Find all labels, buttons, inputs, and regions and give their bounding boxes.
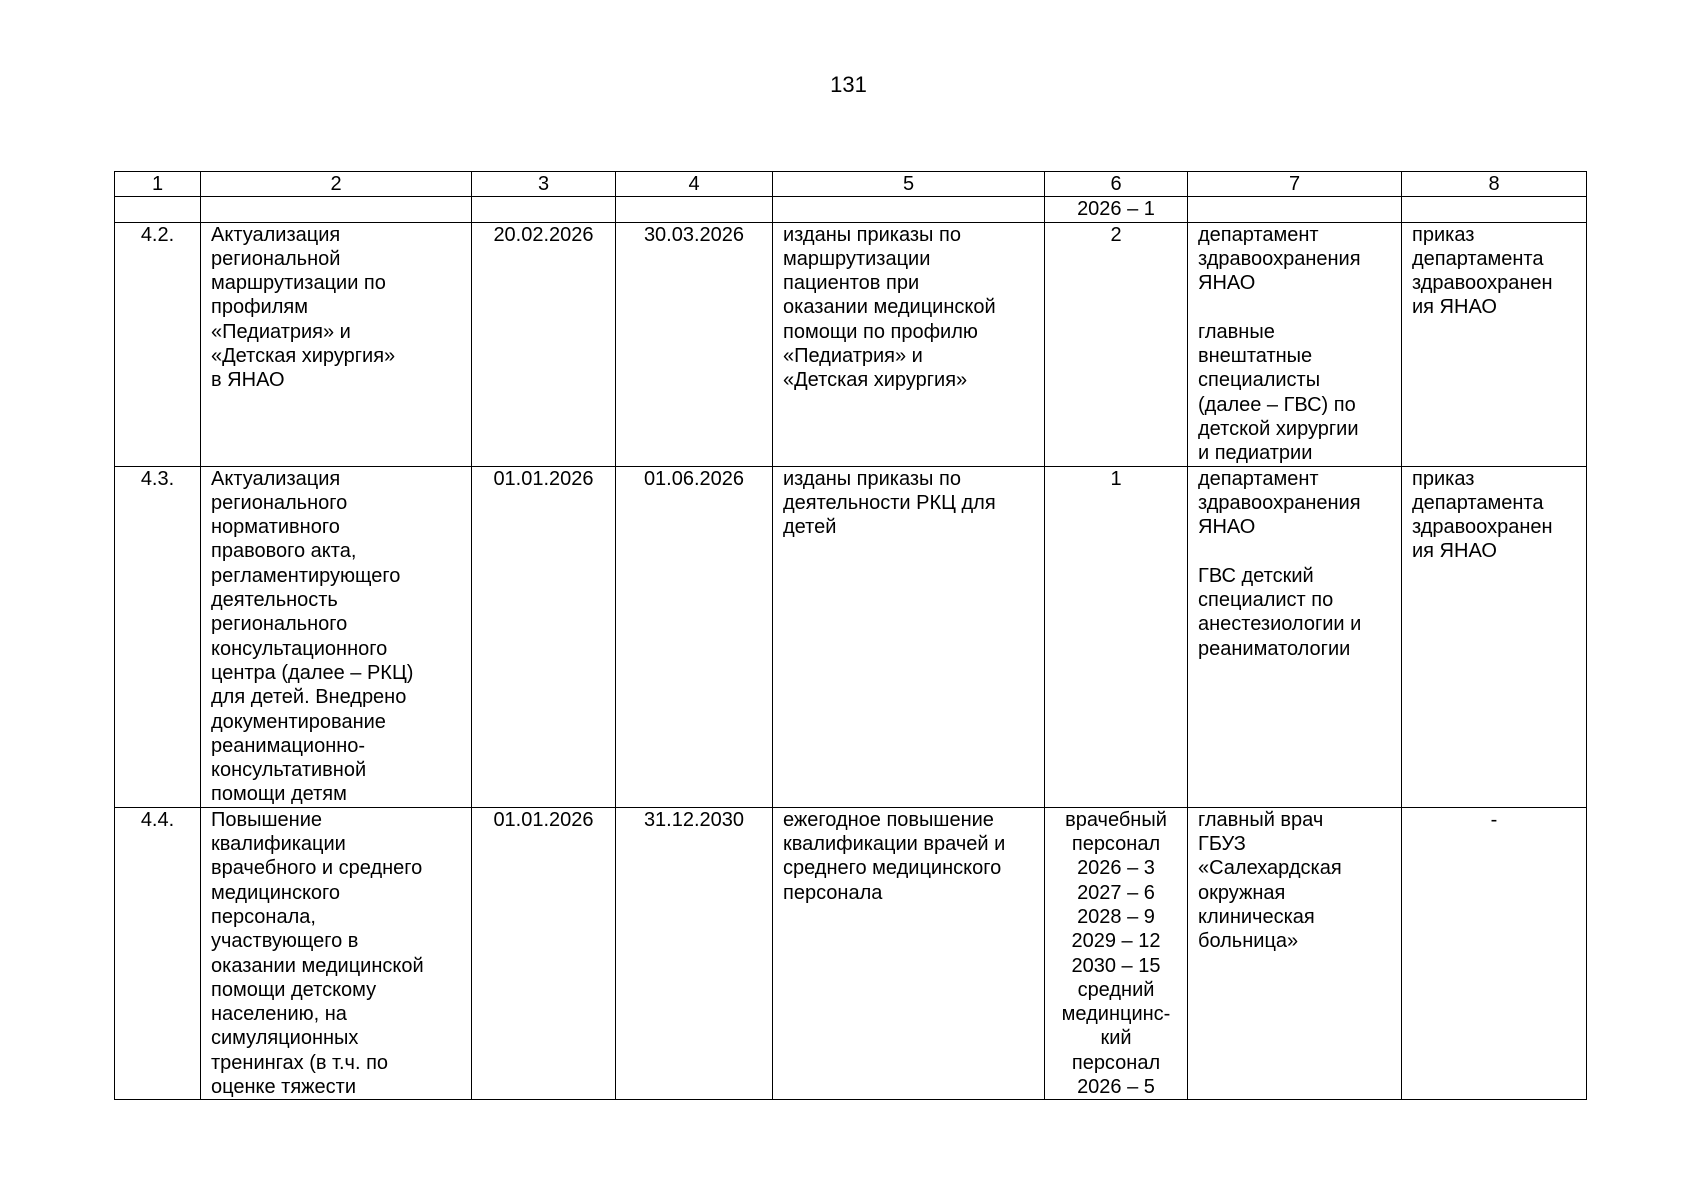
indicator-value: 2 [1045,222,1188,466]
table-row [115,222,1587,466]
confirming-document: - [1402,807,1587,1100]
measure-name: Актуализация регионального нормативного правового акта, регламентирующего деятельность регионального консультационного центра (далее – РКЦ) для детей. Внедрено документирование реанимационно- консультативной помощи детям [201,466,472,807]
table-cell [201,197,472,222]
row-number: 4.2. [115,222,201,466]
table-cell-value: 2026 – 1 [1045,197,1188,222]
table-cell [1402,197,1587,222]
table-cell [1188,197,1402,222]
column-header-7: 7 [1188,172,1402,197]
confirming-document: приказ департамента здравоохранен ия ЯНАО [1402,222,1587,466]
column-header-3: 3 [472,172,616,197]
table-cell [115,197,201,222]
start-date: 20.02.2026 [472,222,616,466]
end-date: 31.12.2030 [616,807,773,1100]
start-date: 01.01.2026 [472,466,616,807]
expected-result: ежегодное повышение квалификации врачей и среднего медицинского персонала [773,807,1045,1100]
measure-name: Актуализация региональной маршрутизации по профилям «Педиатрия» и «Детская хирургия» в ЯНАО [201,222,472,466]
column-header-5: 5 [773,172,1045,197]
responsible-executor: департамент здравоохранения ЯНАО ГВС детский специалист по анестезиологии и реаниматологии [1188,466,1402,807]
continuation-row [115,197,1587,222]
table-row [115,466,1587,807]
measures-table [114,171,1587,1100]
indicator-value: врачебный персонал 2026 – 3 2027 – 6 2028 – 9 2029 – 12 2030 – 15 средний мединцинс- кий персонал 2026 – 5 [1045,807,1188,1100]
column-header-8: 8 [1402,172,1587,197]
table-row [115,807,1587,1100]
measure-name: Повышение квалификации врачебного и среднего медицинского персонала, участвующего в оказании медицинской помощи детскому населению, на симуляционных тренингах (в т.ч. по оценке тяжести [201,807,472,1100]
responsible-executor: главный врач ГБУЗ «Салехардская окружная клиническая больница» [1188,807,1402,1100]
table-cell [773,197,1045,222]
table-cell [616,197,773,222]
column-header-6: 6 [1045,172,1188,197]
table-cell [472,197,616,222]
row-number: 4.3. [115,466,201,807]
expected-result: изданы приказы по деятельности РКЦ для детей [773,466,1045,807]
column-header-1: 1 [115,172,201,197]
column-number-row [115,172,1587,197]
end-date: 01.06.2026 [616,466,773,807]
expected-result: изданы приказы по маршрутизации пациентов при оказании медицинской помощи по профилю «Педиатрия» и «Детская хирургия» [773,222,1045,466]
column-header-2: 2 [201,172,472,197]
confirming-document: приказ департамента здравоохранен ия ЯНАО [1402,466,1587,807]
page-number: 131 [830,72,867,97]
row-number: 4.4. [115,807,201,1100]
end-date: 30.03.2026 [616,222,773,466]
responsible-executor: департамент здравоохранения ЯНАО главные внештатные специалисты (далее – ГВС) по детской хирургии и педиатрии [1188,222,1402,466]
column-header-4: 4 [616,172,773,197]
start-date: 01.01.2026 [472,807,616,1100]
indicator-value: 1 [1045,466,1188,807]
